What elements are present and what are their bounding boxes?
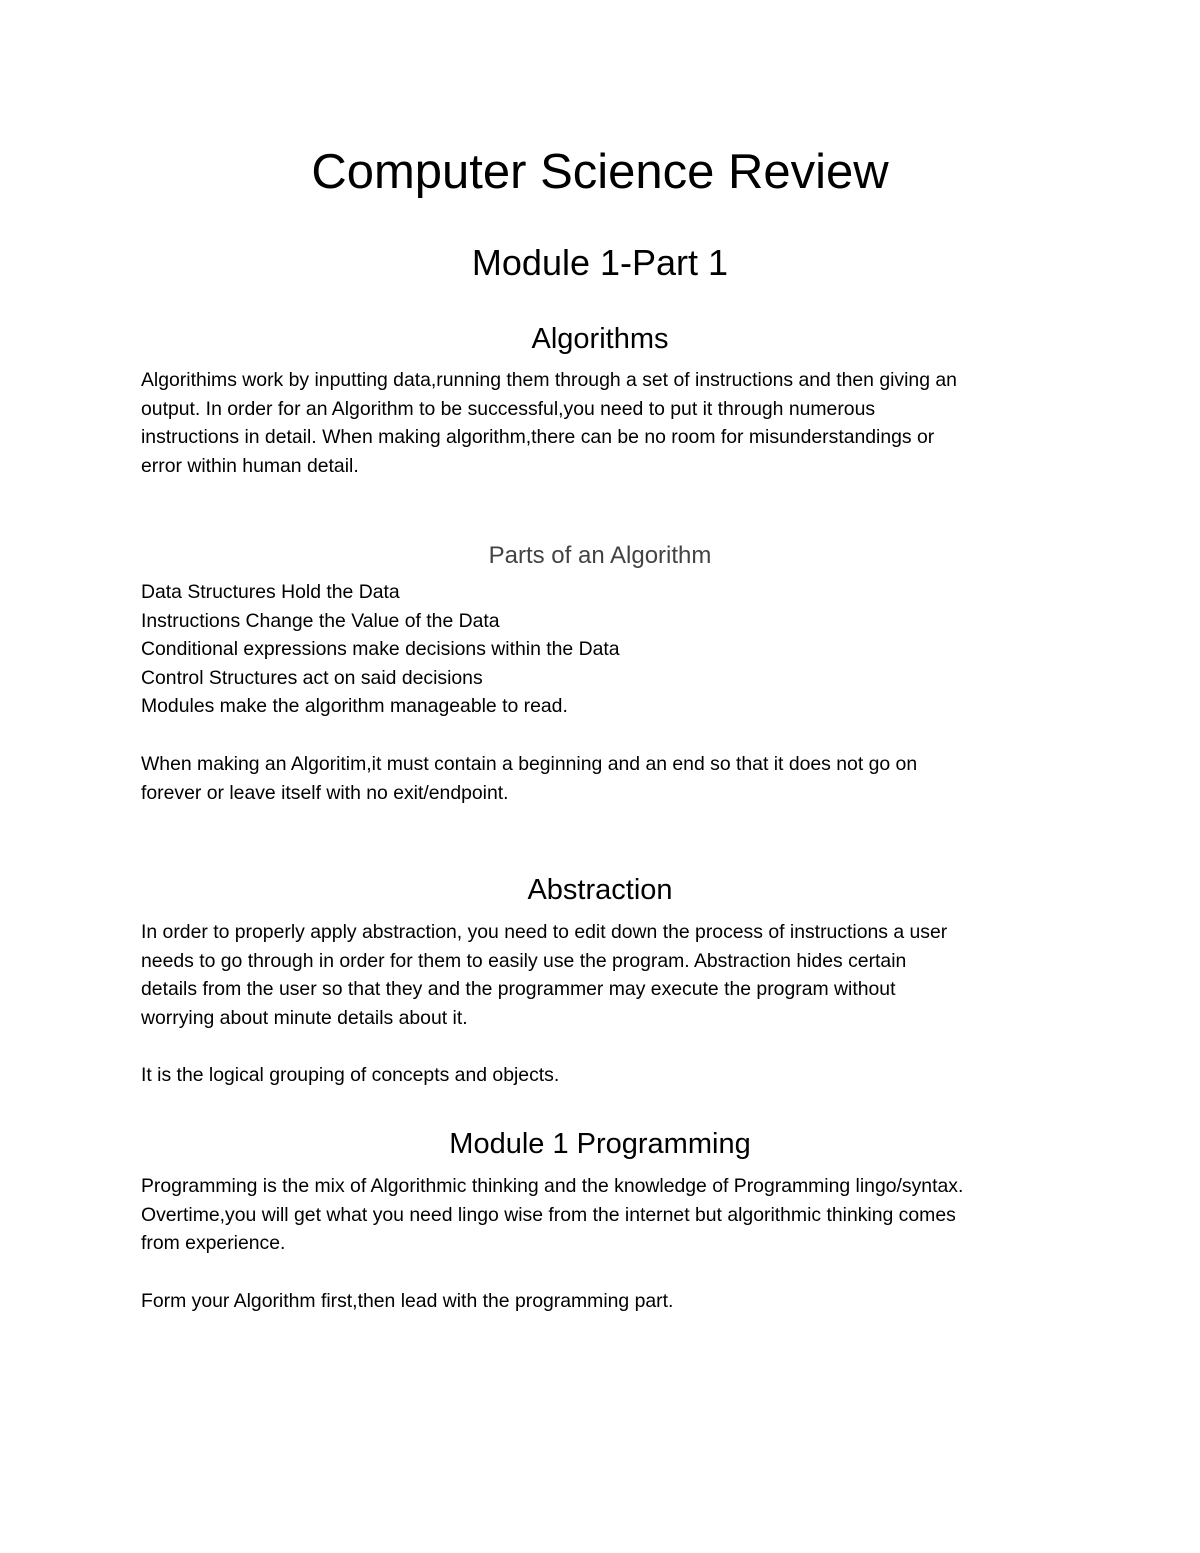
paragraph-line: In order to properly apply abstraction, you need to edit down the process of instructions a user bbox=[141, 921, 948, 943]
paragraph-line: output. In order for an Algorithm to be successful,you need to put it through numerous bbox=[141, 397, 876, 420]
algorithms-paragraph bbox=[141, 366, 1071, 480]
document-subtitle: Module 1-Part 1 bbox=[471, 242, 729, 283]
paragraph-line: instructions in detail. When making algorithm,there can be no room for misunderstandings or bbox=[141, 426, 935, 449]
paragraph-line: details from the user so that they and the programmer may execute the program without bbox=[141, 978, 896, 1001]
list-item: Data Structures Hold the Data bbox=[141, 581, 400, 603]
parts-list bbox=[141, 578, 1071, 721]
programming-heading: Module 1 Programming bbox=[449, 1128, 751, 1160]
programming-note bbox=[141, 1287, 1071, 1316]
list-item: Control Structures act on said decisions bbox=[141, 666, 483, 689]
paragraph-line: error within human detail. bbox=[141, 454, 359, 477]
abstraction-paragraph bbox=[141, 918, 1071, 1032]
abstraction-note bbox=[141, 1061, 1071, 1090]
parts-heading: Parts of an Algorithm bbox=[488, 542, 712, 569]
paragraph-line: Programming is the mix of Algorithmic thinking and the knowledge of Programming lingo/syntax. bbox=[141, 1175, 964, 1197]
document-title: Computer Science Review bbox=[311, 145, 889, 199]
paragraph-line: When making an Algoritim,it must contain a beginning and an end so that it does not go on bbox=[141, 753, 918, 775]
list-item: Instructions Change the Value of the Data bbox=[141, 609, 500, 632]
abstraction-heading: Abstraction bbox=[527, 874, 673, 906]
paragraph-line: It is the logical grouping of concepts and objects. bbox=[141, 1064, 560, 1086]
paragraph-line: Algorithims work by inputting data,running them through a set of instructions and then giving an bbox=[141, 369, 957, 391]
algorithms-heading: Algorithms bbox=[531, 323, 669, 355]
list-item: Conditional expressions make decisions within the Data bbox=[141, 638, 620, 661]
paragraph-line: forever or leave itself with no exit/endpoint. bbox=[141, 781, 509, 804]
paragraph-line: needs to go through in order for them to easily use the program. Abstraction hides certain bbox=[141, 949, 907, 972]
paragraph-line: worrying about minute details about it. bbox=[141, 1006, 468, 1029]
programming-paragraph bbox=[141, 1172, 1071, 1258]
parts-note bbox=[141, 750, 1071, 807]
paragraph-line: Form your Algorithm first,then lead with the programming part. bbox=[141, 1290, 674, 1312]
paragraph-line: from experience. bbox=[141, 1232, 286, 1255]
list-item: Modules make the algorithm manageable to read. bbox=[141, 695, 568, 718]
paragraph-line: Overtime,you will get what you need lingo wise from the internet but algorithmic thinking comes bbox=[141, 1203, 956, 1226]
